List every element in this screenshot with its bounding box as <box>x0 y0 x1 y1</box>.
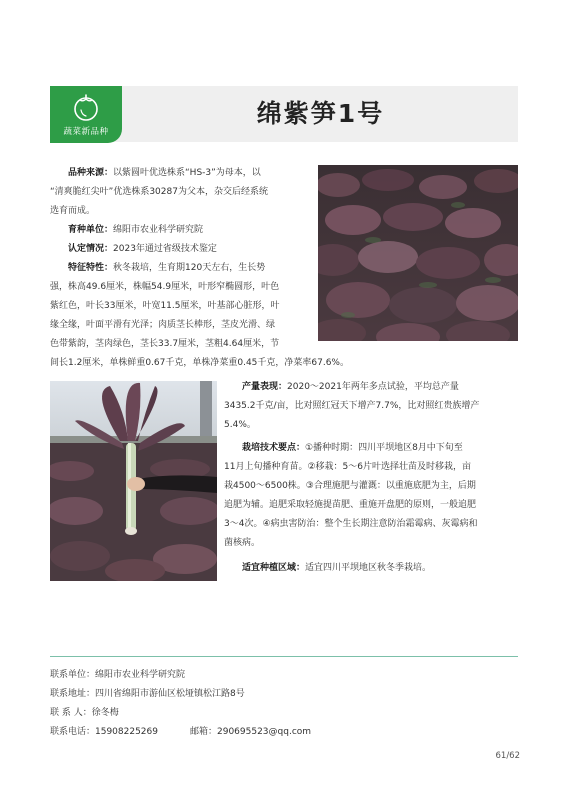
source-text-3: 选育而成。 <box>50 206 96 216</box>
traits-text-6: 间长1.2厘米，单株鲜重0.67千克，单株净菜重0.45千克，净菜率67.6%。 <box>50 358 349 368</box>
field-photo <box>318 165 518 341</box>
cultivation-label: 栽培技术要点： <box>242 443 306 453</box>
breeder-label: 育种单位： <box>68 225 114 235</box>
cultivation-text-4: 追肥为辅。追肥采取轻施提苗肥、重施开盘肥的原则，一般追肥 <box>224 500 477 510</box>
source-text-2: “清爽脆红尖叶”优选株系30287为父本，杂交后经系统 <box>50 187 268 197</box>
cultivation-text-6: 菌核病。 <box>224 538 261 548</box>
traits-text: 秋冬栽培，生育期120天左右，生长势 <box>113 263 266 273</box>
traits-text-4: 缘全缘，叶面平滑有光泽；肉质茎长棒形，茎皮光滑、绿 <box>50 320 276 330</box>
intro-section <box>50 164 349 373</box>
badge-label: 蔬菜新品种 <box>63 127 109 137</box>
yield-text: 2020～2021年两年多点试验，平均总产量 <box>287 382 459 392</box>
footer-divider <box>50 656 518 657</box>
contact-phone: 联系电话：15908225269 <box>50 727 158 737</box>
cultivation-text: ①播种时期：四川平坝地区8月中下旬至 <box>305 443 463 453</box>
cert-label: 认定情况： <box>68 244 114 254</box>
breeder-value: 绵阳市农业科学研究院 <box>113 225 204 235</box>
contact-unit: 联系单位：绵阳市农业科学研究院 <box>50 670 186 680</box>
traits-text-2: 强，株高49.6厘米，株幅54.9厘米，叶形窄椭圆形，叶色 <box>50 282 280 292</box>
cultivation-text-5: 3～4次。④病虫害防治：整个生长期注意防治霜霉病、灰霉病和 <box>224 519 478 529</box>
contact-address: 联系地址：四川省绵阳市游仙区松垭镇松江路8号 <box>50 689 245 699</box>
cultivation-text-2: 11月上旬播种育苗。②移栽：5～6片叶选择壮苗及时移栽，亩 <box>224 462 471 472</box>
contact-person: 联 系 人：徐冬梅 <box>50 708 119 718</box>
region-label: 适宜种植区域： <box>242 563 306 573</box>
contact-email: 邮箱：290695523@qq.com <box>190 727 312 737</box>
traits-label: 特征特性： <box>68 263 114 273</box>
yield-text-2: 3435.2千克/亩，比对照红冠天下增产7.7%，比对照红贵族增产 <box>224 401 480 411</box>
region-value: 适宜四川平坝地区秋冬季栽培。 <box>305 563 432 573</box>
details-section <box>224 378 518 578</box>
source-text: 以紫圆叶优选株系“HS-3”为母本，以 <box>113 168 261 178</box>
yield-label: 产量表现： <box>242 382 288 392</box>
tomato-icon <box>72 92 100 122</box>
traits-text-3: 紫红色，叶长33厘米，叶宽11.5厘米，叶基部心脏形，叶 <box>50 301 280 311</box>
traits-text-5: 色带紫韵，茎肉绿色，茎长33.7厘米，茎粗4.64厘米，节 <box>50 339 280 349</box>
source-label: 品种来源： <box>68 168 114 178</box>
page-number: 61/62 <box>495 751 520 761</box>
yield-text-3: 5.4%。 <box>224 420 256 430</box>
plant-photo <box>50 381 217 581</box>
page-title: 绵紫笋1号 <box>256 99 385 128</box>
category-badge <box>50 86 122 143</box>
cultivation-text-3: 栽4500～6500株。③合理施肥与灌溉：以重施底肥为主，后期 <box>224 481 476 491</box>
cert-value: 2023年通过省级技术鉴定 <box>113 244 217 254</box>
